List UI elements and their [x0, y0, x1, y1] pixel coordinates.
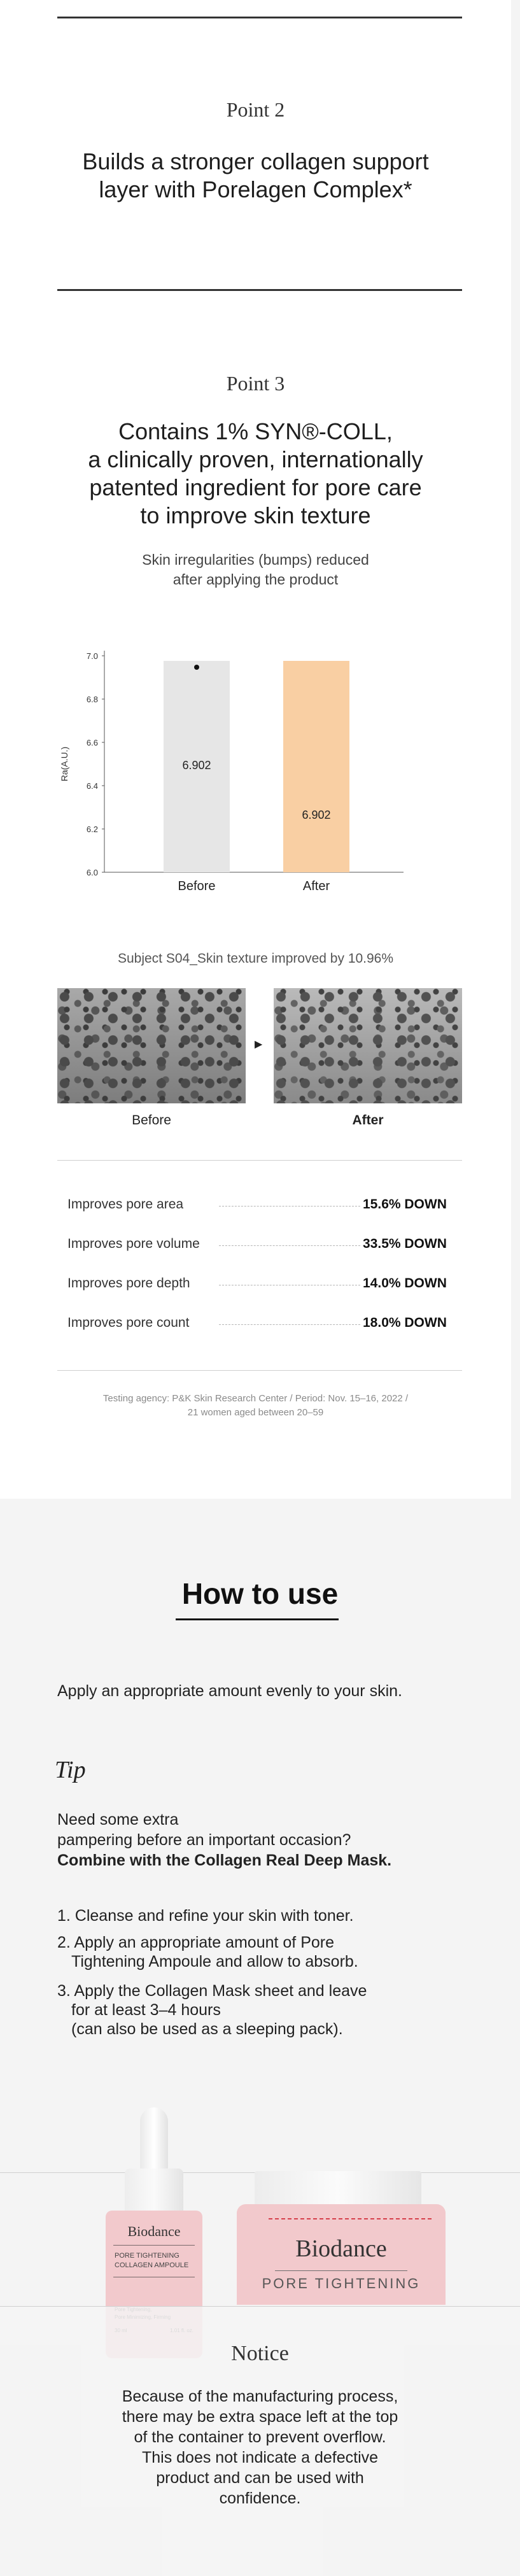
after-image-label: After	[352, 1113, 384, 1128]
before-skin-texture-image	[57, 988, 246, 1103]
jar-product-name: PORE TIGHTENING	[262, 2275, 421, 2291]
bottle-brand: Biodance	[127, 2223, 181, 2239]
step-line: for at least 3–4 hours	[71, 2001, 221, 2019]
notice-line: confidence.	[219, 2489, 301, 2507]
bar-value-label: 6.902	[302, 809, 331, 821]
mask-jar-image	[237, 2171, 446, 2305]
notice-line: This does not indicate a defective	[141, 2449, 379, 2466]
usage-instruction: Apply an appropriate amount evenly to your skin.	[57, 1682, 402, 1700]
y-tick-label: 6.2	[86, 824, 98, 834]
point-2-label: Point 2	[226, 98, 285, 121]
point-2-headline	[38, 148, 473, 204]
notice-top-line	[0, 2306, 520, 2307]
metric-value: 18.0% DOWN	[363, 1315, 447, 1330]
tip-line: Need some extra	[57, 1811, 179, 1829]
metric-row	[67, 1276, 449, 1295]
point-3-subhead	[0, 550, 511, 590]
point-3-headline-line: patented ingredient for pore care	[89, 474, 422, 500]
point-2-headline-line: layer with Porelagen Complex*	[99, 176, 412, 202]
subhead-line: Skin irregularities (bumps) reduced	[142, 551, 369, 568]
jar-fill-line	[269, 2218, 432, 2219]
metric-label: Improves pore count	[67, 1315, 190, 1330]
product-name-line: COLLAGEN AMPOULE	[115, 2261, 189, 2269]
metrics-top-divider	[57, 1160, 462, 1161]
after-skin-texture-image	[274, 988, 462, 1103]
step-2	[57, 1933, 358, 1971]
before-image-label: Before	[132, 1113, 171, 1128]
bar-marker-dot	[194, 665, 199, 670]
skin-irregularity-bar-chart	[51, 637, 426, 904]
metric-label: Improves pore area	[67, 1197, 184, 1212]
metric-value: 15.6% DOWN	[363, 1197, 447, 1212]
tip-line: Combine with the Collagen Real Deep Mask.	[57, 1851, 392, 1869]
product-name-line: PORE TIGHTENING	[115, 2252, 179, 2260]
step-line: (can also be used as a sleeping pack).	[71, 2020, 343, 2038]
metrics-bottom-divider	[57, 1370, 462, 1371]
point-3-label: Point 3	[226, 372, 285, 395]
subhead-line: after applying the product	[172, 571, 339, 588]
metric-row	[67, 1197, 449, 1216]
metric-row	[67, 1315, 449, 1334]
arrow-right-icon: ▶	[255, 1039, 263, 1050]
x-tick-label: After	[302, 879, 330, 893]
point-3-headline-line: to improve skin texture	[140, 502, 371, 528]
notice-line: product and can be used with	[156, 2469, 364, 2487]
metric-value: 14.0% DOWN	[363, 1276, 447, 1291]
y-tick-label: 6.0	[86, 868, 98, 877]
dropper-bulb	[140, 2107, 168, 2171]
x-tick-label: Before	[178, 879, 216, 893]
point-2-headline-line: Builds a stronger collagen support	[82, 148, 429, 174]
step-3	[57, 1981, 367, 2039]
jar-divider	[275, 2270, 407, 2271]
point-3-headline-line: Contains 1% SYN®-COLL,	[118, 418, 393, 444]
metric-leader	[219, 1324, 360, 1325]
jar-brand: Biodance	[295, 2235, 387, 2262]
notice-text	[0, 2386, 520, 2509]
testing-note-line: Testing agency: P&K Skin Research Center / Period: Nov. 15–16, 2022 /	[102, 1393, 409, 1404]
metric-label: Improves pore depth	[67, 1276, 190, 1291]
point-3-headline-line: a clinically proven, internationally	[88, 446, 423, 472]
metric-label: Improves pore volume	[67, 1236, 200, 1251]
testing-note-line: 21 women aged between 20–59	[187, 1407, 324, 1418]
point-3-headline	[38, 418, 473, 530]
bar-value-label: 6.902	[182, 759, 211, 772]
y-tick-label: 6.6	[86, 738, 98, 747]
tip-label: Tip	[55, 1757, 86, 1783]
y-tick-label: 7.0	[86, 651, 98, 661]
tip-line: pampering before an important occasion?	[57, 1831, 351, 1849]
top-divider	[57, 17, 462, 18]
notice-line: Because of the manufacturing process,	[122, 2388, 398, 2405]
step-1: 1. Cleanse and refine your skin with toner.	[57, 1907, 354, 1925]
testing-agency-note	[0, 1392, 511, 1420]
metric-leader	[219, 1245, 360, 1246]
how-to-use-title: How to use	[181, 1577, 339, 1610]
section-divider	[57, 289, 462, 291]
bottle-product-name	[115, 2251, 188, 2270]
jar-body	[237, 2204, 446, 2305]
bottle-divider	[113, 2245, 195, 2246]
notice-line: of the container to prevent overflow.	[134, 2428, 386, 2446]
metric-value: 33.5% DOWN	[363, 1236, 447, 1251]
notice-line: there may be extra space left at the top	[122, 2408, 398, 2426]
step-line: 2. Apply an appropriate amount of Pore	[57, 1934, 335, 1951]
notice-label: Notice	[231, 2342, 289, 2365]
step-line: 3. Apply the Collagen Mask sheet and leave	[57, 1982, 367, 2000]
y-axis-title: Ra(A.U.)	[59, 746, 69, 782]
metric-leader	[219, 1206, 360, 1207]
texture-caption: Subject S04_Skin texture improved by 10.96%	[117, 951, 394, 966]
bar-after	[283, 661, 349, 872]
y-tick-label: 6.4	[86, 781, 98, 791]
title-underline	[176, 1618, 339, 1620]
tip-text	[57, 1809, 391, 1871]
step-line: Tightening Ampoule and allow to absorb.	[71, 1953, 358, 1971]
metric-row	[67, 1236, 449, 1256]
dropper-collar	[125, 2169, 183, 2213]
y-tick-label: 6.8	[86, 695, 98, 704]
